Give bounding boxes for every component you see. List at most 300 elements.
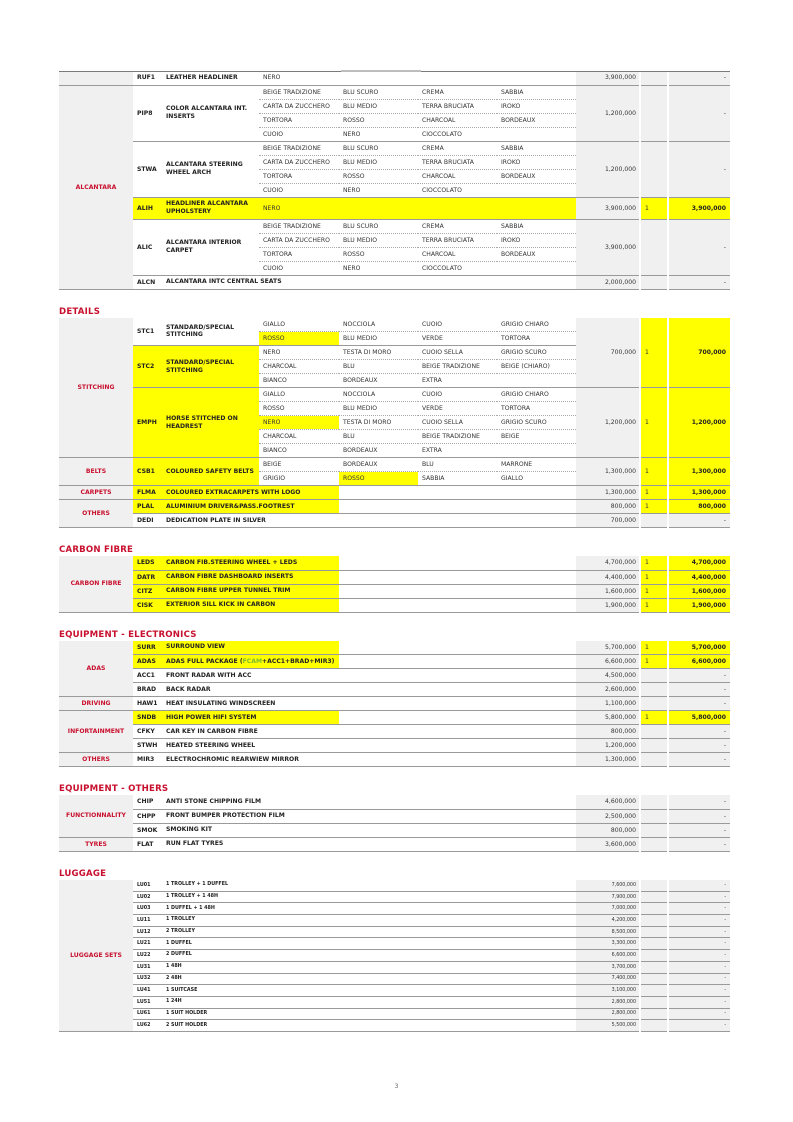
quantity [640,669,668,683]
price: 700,000 [576,318,640,388]
quantity [640,996,668,1008]
option-description: ELECTROCHROMIC REARWIEW MIRROR [162,753,576,767]
quantity: 1 [640,598,668,612]
color-option: NERO [339,261,418,275]
color-option: BIANCO [259,444,339,458]
price: 6,600,000 [576,655,640,669]
fcam-highlight: FCAM [242,657,263,665]
color-option: ROSSO [259,402,339,416]
price: 2,600,000 [576,683,640,697]
color-option: CHARCOAL [259,430,339,444]
price: 2,500,000 [576,809,640,823]
total: - [668,697,730,711]
total: 4,700,000 [668,556,730,570]
color-option: IROKO [497,99,576,113]
color-option: BEIGE TRADIZIONE [259,219,339,233]
color-option: BLU MEDIO [339,332,418,346]
total: - [668,141,730,197]
group-label: STITCHING [59,318,133,458]
quantity [640,219,668,275]
total: - [668,938,730,950]
table-row [59,71,730,85]
color-option: BLU MEDIO [339,402,418,416]
color-option: BORDEAUX [497,247,576,261]
table-row [59,926,730,938]
color-option: NOCCIOLA [339,388,418,402]
group-label: LUGGAGE SETS [59,880,133,1032]
group-label: BELTS [59,458,133,486]
color-option: BEIGE (CHIARO) [497,360,576,374]
price: 3,900,000 [576,71,640,85]
table-row [59,961,730,973]
table-row [59,915,730,927]
color-option: NERO [259,71,576,85]
section-title-details: DETAILS [59,306,101,317]
price: 3,900,000 [576,219,640,275]
quantity [640,809,668,823]
table-row [59,598,730,612]
table-row [59,711,730,725]
color-option [497,183,576,197]
option-code: ACC1 [133,669,162,683]
color-option [497,127,576,141]
option-description: SMOKING KIT [162,823,576,837]
quantity [640,275,668,289]
total: - [668,514,730,528]
section-title-equipment-others: EQUIPMENT - OTHERS [59,784,169,794]
quantity [640,1008,668,1020]
description-text: ADAS FULL PACKAGE ( [166,657,243,665]
group-label: OTHERS [59,753,133,767]
quantity [640,823,668,837]
group-label: ADAS [59,641,133,697]
quantity: 1 [640,458,668,486]
option-code: LEDS [133,556,162,570]
color-option: GRIGIO SCURO [497,346,576,360]
option-description: HEATED STEERING WHEEL [162,739,576,753]
color-option: TORTORA [497,332,576,346]
color-option: ROSSO [339,247,418,261]
option-description: SURROUND VIEW [162,641,339,655]
color-option: TORTORA [259,169,339,183]
option-code: FLMA [133,486,162,500]
color-option: CREMA [418,219,497,233]
color-option: MARRONE [497,458,576,472]
color-option: SABBIA [497,85,576,99]
total: - [668,795,730,809]
table-row [59,141,730,155]
total: - [668,809,730,823]
color-option: BLU SCURO [339,85,418,99]
table-row [59,985,730,997]
color-option: BEIGE TRADIZIONE [418,430,497,444]
color-option: TORTORA [259,113,339,127]
option-code: PLAL [133,500,162,514]
option-code: LU11 [133,915,162,927]
option-code: STC2 [133,346,162,388]
color-option: NERO [259,346,339,360]
option-description: COLOURED EXTRACARPETS WITH LOGO [162,486,339,500]
quantity [640,950,668,962]
table-row [59,584,730,598]
color-option: CUOIO [418,318,497,332]
total: 800,000 [668,500,730,514]
option-description: COLOR ALCANTARA INT. INSERTS [162,85,259,141]
total: - [668,903,730,915]
quantity [640,683,668,697]
color-option: IROKO [497,155,576,169]
total: - [668,1008,730,1020]
quantity [640,985,668,997]
color-option: EXTRA [418,444,497,458]
color-option: BORDEAUX [339,444,418,458]
table-row [59,570,730,584]
price: 5,800,000 [576,711,640,725]
table-row [59,500,730,514]
color-option: BEIGE [497,430,576,444]
total: 1,200,000 [668,388,730,458]
quantity [640,880,668,892]
color-option: CIOCCOLATO [418,183,497,197]
color-option: BLU [339,360,418,374]
color-option: BORDEAUX [497,113,576,127]
color-option: ROSSO [339,113,418,127]
price: 5,500,000 [576,1020,640,1032]
color-option: BEIGE TRADIZIONE [259,141,339,155]
option-code: LU03 [133,903,162,915]
quantity [640,85,668,141]
page-number: 3 [394,1083,399,1090]
quantity: 1 [640,570,668,584]
section-title-electronics: EQUIPMENT - ELECTRONICS [59,629,197,640]
color-option: CUOIO [259,127,339,141]
option-description: 2 48H [162,973,576,985]
price: 1,200,000 [576,388,640,458]
table-row [59,669,730,683]
color-option: CUOIO [259,261,339,275]
group-label-empty [59,71,133,85]
price: 800,000 [576,725,640,739]
table-row [59,795,730,809]
option-description: DEDICATION PLATE IN SILVER [162,514,576,528]
option-code: FLAT [133,837,162,851]
color-option [497,261,576,275]
total: - [668,669,730,683]
option-code: CSB1 [133,458,162,486]
price: 3,300,000 [576,938,640,950]
option-code: ADAS [133,655,162,669]
color-option: CARTA DA ZUCCHERO [259,155,339,169]
quantity: 1 [640,584,668,598]
carbon-table [59,556,730,613]
table-row [59,753,730,767]
details-table [59,318,730,529]
option-description: COLOURED SAFETY BELTS [162,458,259,486]
option-description: ANTI STONE CHIPPING FILM [162,795,576,809]
option-description: STANDARD/SPECIAL STITCHING [162,346,259,388]
total: - [668,926,730,938]
option-code: CITZ [133,584,162,598]
quantity [640,938,668,950]
price: 1,200,000 [576,739,640,753]
quantity: 1 [640,318,668,388]
color-option: GIALLO [259,318,339,332]
color-option: TESTA DI MORO [339,416,418,430]
price: 4,200,000 [576,915,640,927]
luggage-table [59,880,730,1032]
color-option: NOCCIOLA [339,318,418,332]
price: 7,600,000 [576,880,640,892]
color-option: BLU [418,458,497,472]
price: 3,900,000 [576,197,640,219]
total: - [668,891,730,903]
table-row [59,996,730,1008]
total: - [668,71,730,85]
total: 1,600,000 [668,584,730,598]
color-option: CUOIO SELLA [418,346,497,360]
description-text: +ACC1+BRAD+MIR3) [262,657,335,665]
color-option: CHARCOAL [418,247,497,261]
table-row [59,388,730,402]
quantity [640,1020,668,1032]
option-code: LU22 [133,950,162,962]
group-label: INFORTAINMENT [59,711,133,753]
color-option: BORDEAUX [497,169,576,183]
option-description: ALUMINIUM DRIVER&PASS.FOOTREST [162,500,339,514]
table-row [59,809,730,823]
option-code: SNDB [133,711,162,725]
price: 4,400,000 [576,570,640,584]
price: 7,400,000 [576,973,640,985]
quantity: 1 [640,655,668,669]
total: - [668,915,730,927]
option-code: STWH [133,739,162,753]
total: 3,900,000 [668,197,730,219]
option-description: RUN FLAT TYRES [162,837,576,851]
price: 1,200,000 [576,85,640,141]
option-description: CARBON FIBRE DASHBOARD INSERTS [162,570,339,584]
option-description: 1 SUITCASE [162,985,576,997]
color-option: SABBIA [497,141,576,155]
group-label: CARBON FIBRE [59,556,133,612]
color-option: CUOIO [418,388,497,402]
option-description: 1 48H [162,961,576,973]
option-code: RUF1 [133,71,162,85]
total: - [668,683,730,697]
quantity [640,71,668,85]
quantity: 1 [640,388,668,458]
section-title-luggage: LUGGAGE [59,868,107,879]
quantity [640,753,668,767]
empty-cell [339,500,576,514]
option-description: ALCANTARA STEERING WHEEL ARCH [162,141,259,197]
price: 700,000 [576,514,640,528]
option-code: LU31 [133,961,162,973]
total: - [668,950,730,962]
total: 5,700,000 [668,641,730,655]
quantity: 1 [640,500,668,514]
color-option: GRIGIO SCURO [497,416,576,430]
quantity [640,697,668,711]
color-option: SABBIA [497,219,576,233]
option-code: DATR [133,570,162,584]
table-row [59,891,730,903]
color-option: GIALLO [259,388,339,402]
color-option: ROSSO [259,332,339,346]
table-row [59,880,730,892]
table-row [59,697,730,711]
option-description: CAR KEY IN CARBON FIBRE [162,725,576,739]
color-option: GRIGIO CHIARO [497,318,576,332]
color-option: VERDE [418,402,497,416]
option-description: HEAT INSULATING WINDSCREEN [162,697,576,711]
price: 3,600,000 [576,837,640,851]
color-option: CHARCOAL [418,113,497,127]
total: - [668,996,730,1008]
price: 1,600,000 [576,584,640,598]
quantity: 1 [640,711,668,725]
total: - [668,985,730,997]
option-description: ALCANTARA INTC CENTRAL SEATS [162,275,576,289]
section-title-carbon-fibre: CARBON FIBRE [59,545,134,555]
price: 7,900,000 [576,891,640,903]
total: - [668,739,730,753]
price: 2,000,000 [576,275,640,289]
table-row [59,950,730,962]
price: 7,000,000 [576,903,640,915]
color-option: BLU SCURO [339,141,418,155]
group-label: OTHERS [59,500,133,528]
option-description: HEADLINER ALCANTARA UPHOLSTERY [162,197,259,219]
total: 1,300,000 [668,486,730,500]
quantity [640,725,668,739]
color-option: TESTA DI MORO [339,346,418,360]
empty-cell [339,641,576,655]
price: 1,300,000 [576,458,640,486]
option-code: CHIP [133,795,162,809]
color-option: CUOIO SELLA [418,416,497,430]
color-option: BLU MEDIO [339,155,418,169]
color-option: ROSSO [339,169,418,183]
group-label: DRIVING [59,697,133,711]
option-code: MIR3 [133,753,162,767]
total: - [668,219,730,275]
color-option: GRIGIO [259,472,339,486]
color-option: CIOCCOLATO [418,127,497,141]
empty-cell [339,711,576,725]
color-option: CUOIO [259,183,339,197]
table-row [59,219,730,233]
total: 700,000 [668,318,730,388]
table-row [59,641,730,655]
total: - [668,753,730,767]
option-code: CHPP [133,809,162,823]
color-option: EXTRA [418,374,497,388]
quantity [640,915,668,927]
table-row [59,973,730,985]
table-row [59,1008,730,1020]
option-code: LU01 [133,880,162,892]
price: 2,800,000 [576,1008,640,1020]
option-description: STANDARD/SPECIAL STITCHING [162,318,259,346]
total: - [668,837,730,851]
option-description: HORSE STITCHED ON HEADREST [162,388,259,458]
option-description: CARBON FIB.STEERING WHEEL + LEDS [162,556,339,570]
empty-cell [339,556,576,570]
quantity: 1 [640,486,668,500]
option-code: LU02 [133,891,162,903]
table-row [59,275,730,289]
color-option: CHARCOAL [418,169,497,183]
color-option: TORTORA [497,402,576,416]
table-row [59,938,730,950]
quantity: 1 [640,197,668,219]
empty-cell [339,570,576,584]
color-option: CARTA DA ZUCCHERO [259,233,339,247]
total: - [668,1020,730,1032]
option-code: PIP8 [133,85,162,141]
option-code: ALIH [133,197,162,219]
quantity: 1 [640,641,668,655]
table-row [59,837,730,851]
option-code: STC1 [133,318,162,346]
electronics-table [59,641,730,768]
top-divider [59,71,730,72]
option-code: LU62 [133,1020,162,1032]
option-description: 1 DUFFEL [162,938,576,950]
option-description: 1 SUIT HOLDER [162,1008,576,1020]
price-list-sheet [59,71,730,1032]
option-description: 1 DUFFEL + 1 48H [162,903,576,915]
color-option: TERRA BRUCIATA [418,155,497,169]
quantity [640,837,668,851]
option-code: DEDI [133,514,162,528]
option-description: BACK RADAR [162,683,576,697]
group-label: FUNCTIONNALITY [59,795,133,837]
price: 4,700,000 [576,556,640,570]
table-row [59,823,730,837]
table-row [59,85,730,99]
empty-cell [339,486,576,500]
option-code: HAW1 [133,697,162,711]
option-code: STWA [133,141,162,197]
total: - [668,275,730,289]
table-row [59,556,730,570]
option-code: LU51 [133,996,162,1008]
color-option: CHARCOAL [259,360,339,374]
table-row [59,318,730,332]
option-code: LU12 [133,926,162,938]
quantity [640,739,668,753]
color-option: BEIGE TRADIZIONE [259,85,339,99]
option-code: CISK [133,598,162,612]
option-description: CARBON FIBRE UPPER TUNNEL TRIM [162,584,339,598]
option-description: EXTERIOR SILL KICK IN CARBON [162,598,339,612]
color-option: BLU MEDIO [339,99,418,113]
empty-cell [339,655,576,669]
total: - [668,961,730,973]
color-option [497,374,576,388]
option-code: BRAD [133,683,162,697]
quantity [640,961,668,973]
price: 2,800,000 [576,996,640,1008]
color-option: TERRA BRUCIATA [418,99,497,113]
table-row [59,739,730,753]
color-option: SABBIA [418,472,497,486]
option-description: ALCANTARA INTERIOR CARPET [162,219,259,275]
total: - [668,85,730,141]
table-row [59,1020,730,1032]
